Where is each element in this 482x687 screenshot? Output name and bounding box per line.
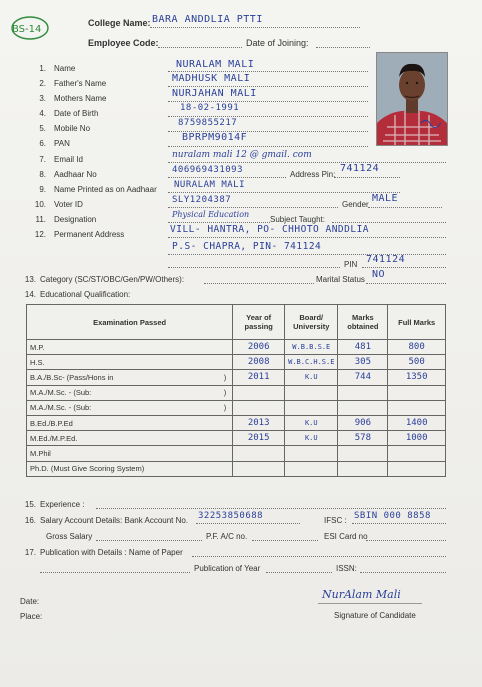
date-label: Date: (20, 597, 40, 606)
board-cell (285, 446, 338, 461)
marital-status-value: NO (372, 269, 386, 280)
header-board: Board/ University (285, 305, 338, 340)
table-row (27, 370, 446, 385)
table-row (27, 431, 446, 446)
marks-cell: 305 (338, 355, 388, 370)
field-num-5: 5. (39, 124, 46, 133)
bank-account-label: Salary Account Details: Bank Account No. (40, 516, 189, 525)
full-marks-cell (388, 461, 446, 476)
exam-name: B.Ed./B.P.Ed (30, 418, 73, 428)
full-marks-cell: 1000 (388, 431, 446, 446)
table-row (27, 340, 446, 355)
education-table (26, 304, 446, 477)
full-marks-cell: 500 (388, 355, 446, 370)
aadhaar-value: 406969431093 (172, 165, 244, 175)
exam-name: M.Phil (30, 448, 51, 458)
marital-status-line (366, 283, 446, 284)
header-marks: Marks obtained (338, 305, 388, 340)
publication-line-2 (40, 572, 190, 573)
field-num-3: 3. (39, 94, 46, 103)
email-label: Email Id (54, 155, 83, 164)
ifsc-label: IFSC : (324, 516, 347, 525)
voter-id-label: Voter ID (54, 200, 83, 209)
exam-cell (27, 446, 233, 461)
field-num-11: 11. (35, 215, 46, 224)
exam-paren: ) (223, 372, 227, 382)
board-cell (285, 461, 338, 476)
dob-value: 18-02-1991 (180, 103, 240, 113)
gender-line (368, 207, 442, 208)
education-label: Educational Qualification: (40, 290, 131, 299)
field-num-7: 7. (39, 155, 46, 164)
table-row (27, 446, 446, 461)
category-line (204, 283, 314, 284)
gender-label: Gender (342, 200, 369, 209)
field-num-9: 9. (39, 185, 46, 194)
esi-line (366, 540, 446, 541)
board-cell: K.U (285, 431, 338, 446)
aadhaar-line (168, 177, 286, 178)
exam-cell (27, 400, 233, 415)
field-num-1: 1. (39, 64, 46, 73)
full-marks-cell: 1400 (388, 415, 446, 430)
signature-label: Signature of Candidate (334, 611, 416, 620)
exam-cell (27, 355, 233, 370)
stamp-text: BS-14 (12, 24, 42, 35)
address-pin-label: Address Pin: (290, 170, 336, 179)
address-line2-value: P.S- CHAPRA, PIN- 741124 (172, 241, 322, 252)
experience-line (96, 508, 446, 509)
marks-cell: 578 (338, 431, 388, 446)
gross-salary-label: Gross Salary (46, 532, 93, 541)
address-pin-line-2 (362, 267, 446, 268)
marital-status-label: Marital Status (316, 275, 365, 284)
publication-year-line (266, 572, 332, 573)
date-of-joining-line (316, 47, 370, 48)
table-row (27, 355, 446, 370)
email-value: nuralam mali 12 @ gmail. com (172, 150, 312, 160)
marks-cell (338, 385, 388, 400)
table-row (27, 400, 446, 415)
mothers-name-label: Mothers Name (54, 94, 107, 103)
aadhaar-name-line (168, 192, 400, 193)
ifsc-line (352, 523, 446, 524)
exam-cell (27, 370, 233, 385)
field-num-16: 16. (24, 516, 36, 525)
full-marks-cell (388, 446, 446, 461)
exam-paren: ) (223, 388, 227, 398)
exam-name: B.A./B.Sc- (Pass/Hons in (30, 372, 114, 382)
year-cell: 2008 (233, 355, 285, 370)
college-name-value: BARA ANDDLIA PTTI (152, 14, 263, 25)
marks-cell: 906 (338, 415, 388, 430)
dob-line (168, 116, 368, 117)
field-num-17: 17. (24, 548, 36, 557)
board-cell (285, 385, 338, 400)
email-line (168, 162, 446, 163)
permanent-address-label: Permanent Address (54, 230, 125, 239)
aadhaar-label: Aadhaar No (54, 170, 97, 179)
date-of-joining-label: Date of Joining: (246, 38, 309, 48)
table-row (27, 385, 446, 400)
ifsc-value: SBIN 000 8858 (354, 511, 431, 521)
year-cell (233, 385, 285, 400)
exam-name: M.P. (30, 342, 45, 352)
signature-line (318, 603, 422, 604)
field-num-12: 12. (34, 230, 46, 239)
field-num-10: 10. (34, 200, 46, 209)
candidate-signature: NurAlam Mali (322, 588, 401, 601)
year-cell: 2013 (233, 415, 285, 430)
category-label: Category (SC/ST/OBC/Gen/PW/Others): (40, 275, 185, 284)
field-num-2: 2. (39, 79, 46, 88)
gender-value: MALE (372, 193, 399, 204)
mothers-name-value: NURJAHAN MALI (172, 88, 257, 99)
marks-cell (338, 400, 388, 415)
pan-label: PAN (54, 139, 70, 148)
publication-line (192, 556, 446, 557)
employee-code-line (158, 47, 242, 48)
college-name-label: College Name: (88, 18, 151, 28)
year-cell (233, 461, 285, 476)
issn-label: ISSN: (336, 564, 357, 573)
name-label: Name (54, 64, 76, 73)
field-num-13: 13. (24, 275, 36, 284)
designation-value: Physical Education (172, 210, 250, 219)
marks-cell: 744 (338, 370, 388, 385)
pan-value: BPRPM9014F (182, 132, 248, 143)
name-line (168, 71, 368, 72)
header-year: Year of passing (233, 305, 285, 340)
fathers-name-label: Father's Name (54, 79, 107, 88)
designation-line (168, 222, 270, 223)
exam-cell (27, 431, 233, 446)
year-cell: 2006 (233, 340, 285, 355)
college-name-line (150, 27, 360, 28)
exam-name: Ph.D. (Must Give Scoring System) (30, 464, 145, 474)
candidate-photo (376, 52, 448, 146)
place-label: Place: (20, 612, 43, 621)
exam-name: M.A./M.Sc. - (Sub: (30, 403, 92, 413)
fathers-name-line (168, 86, 368, 87)
bank-account-line (196, 523, 300, 524)
gross-salary-line (96, 540, 202, 541)
board-cell: W.B.B.S.E (285, 340, 338, 355)
address-line3 (168, 267, 340, 268)
pf-label: P.F. A/C no. (206, 532, 248, 541)
exam-cell (27, 385, 233, 400)
year-cell: 2015 (233, 431, 285, 446)
mobile-label: Mobile No (54, 124, 91, 133)
aadhaar-name-label: Name Printed as on Aadhaar (54, 185, 157, 194)
education-header-row (27, 305, 446, 340)
experience-label: Experience : (40, 500, 85, 509)
board-cell: K.U (285, 415, 338, 430)
handwritten-stamp (6, 14, 50, 42)
table-row (27, 415, 446, 430)
board-cell: W.B.C.H.S.E (285, 355, 338, 370)
voter-id-value: SLY1204387 (172, 195, 232, 205)
field-num-8: 8. (39, 170, 46, 179)
aadhaar-name-value: NURALAM MALI (174, 180, 246, 190)
issn-line (360, 572, 446, 573)
employee-code-label: Employee Code: (88, 38, 159, 48)
full-marks-cell: 800 (388, 340, 446, 355)
exam-paren: ) (223, 403, 227, 413)
publication-year-label: Publication of Year (194, 564, 261, 573)
marks-cell (338, 461, 388, 476)
exam-name: M.A./M.Sc. - (Sub: (30, 388, 92, 398)
table-row (27, 461, 446, 476)
exam-cell (27, 340, 233, 355)
subject-taught-line (332, 222, 446, 223)
address-pin-label-2: PIN (344, 260, 358, 269)
address-pin-value: 741124 (340, 163, 380, 174)
board-cell (285, 400, 338, 415)
subject-taught-label: Subject Taught: (270, 215, 326, 224)
field-num-6: 6. (39, 139, 46, 148)
marks-cell: 481 (338, 340, 388, 355)
fathers-name-value: MADHUSK MALI (172, 73, 251, 84)
dob-label: Date of Birth (54, 109, 99, 118)
exam-name: H.S. (30, 357, 45, 367)
full-marks-cell (388, 385, 446, 400)
mobile-value: 8759855217 (178, 118, 238, 128)
marks-cell (338, 446, 388, 461)
year-cell (233, 446, 285, 461)
bank-account-value: 32253850688 (198, 511, 264, 521)
header-exam: Examination Passed (27, 305, 233, 340)
address-pin-line (334, 177, 400, 178)
header-full-marks: Full Marks (388, 305, 446, 340)
exam-cell (27, 461, 233, 476)
address-line1 (168, 237, 446, 238)
full-marks-cell: 1350 (388, 370, 446, 385)
name-value: NURALAM MALI (176, 59, 255, 70)
pf-line (252, 540, 318, 541)
pan-line (168, 146, 368, 147)
year-cell (233, 400, 285, 415)
designation-label: Designation (54, 215, 97, 224)
exam-name: M.Ed./M.P.Ed. (30, 433, 78, 443)
esi-label: ESI Card no (324, 532, 368, 541)
address-line1-value: VILL- HANTRA, PO- CHHOTO ANDDLIA (170, 224, 370, 235)
mothers-name-line (168, 101, 368, 102)
voter-id-line (168, 207, 338, 208)
address-pin-value-2: 741124 (366, 254, 406, 265)
field-num-4: 4. (39, 109, 46, 118)
exam-cell (27, 415, 233, 430)
field-num-14: 14. (24, 290, 36, 299)
year-cell: 2011 (233, 370, 285, 385)
field-num-15: 15. (24, 500, 36, 509)
full-marks-cell (388, 400, 446, 415)
publication-label: Publication with Details : Name of Paper (40, 548, 183, 557)
board-cell: K.U (285, 370, 338, 385)
